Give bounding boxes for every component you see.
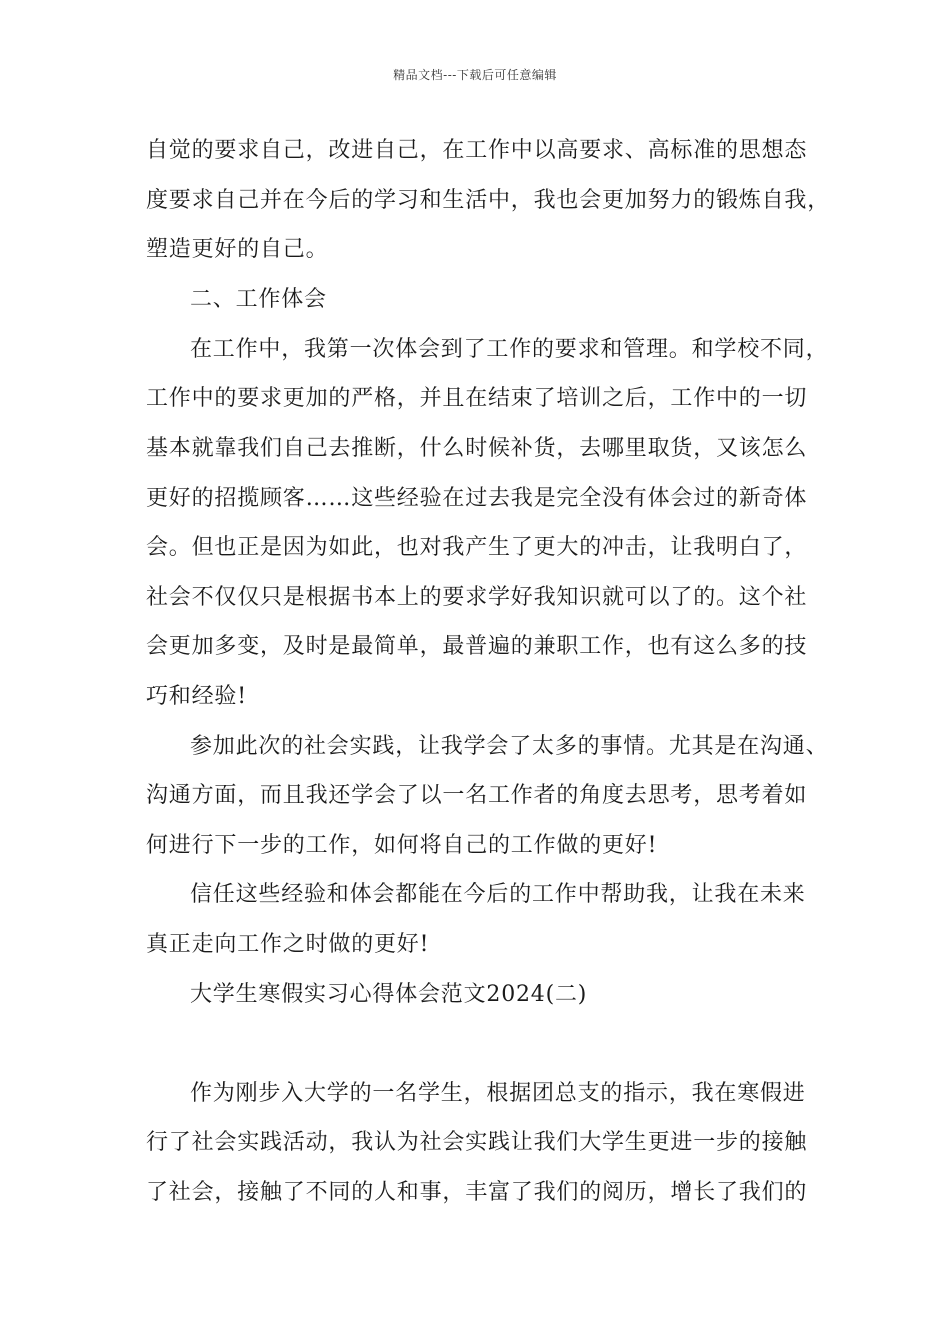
text-line: 自觉的要求自己，改进自己，在工作中以高要求、高标准的思想态: [146, 138, 808, 163]
text-line: 信任这些经验和体会都能在今后的工作中帮助我，让我在未来: [190, 882, 806, 907]
text-line: 社会不仅仅只是根据书本上的要求学好我知识就可以了的。这个社: [146, 585, 808, 610]
text-line: 基本就靠我们自己去推断，什么时候补货，去哪里取货，又该怎么: [146, 436, 808, 461]
text-line: 了社会，接触了不同的人和事，丰富了我们的阅历，增长了我们的: [146, 1180, 808, 1205]
text-line: 会。但也正是因为如此，也对我产生了更大的冲击，让我明白了，: [146, 535, 808, 560]
text-line: 塑造更好的自己。: [146, 237, 329, 262]
page-header: 精品文档---下载后可任意编辑: [393, 68, 557, 82]
text-line: 在工作中，我第一次体会到了工作的要求和管理。和学校不同，: [190, 337, 829, 362]
text-line: 巧和经验!: [146, 684, 247, 709]
text-line: 更好的招揽顾客……这些经验在过去我是完全没有体会过的新奇体: [146, 486, 808, 511]
text-line: 工作中的要求更加的严格，并且在结束了培训之后，工作中的一切: [146, 386, 808, 411]
text-line: 作为刚步入大学的一名学生，根据团总支的指示，我在寒假进: [190, 1081, 806, 1106]
text-line: 度要求自己并在今后的学习和生活中，我也会更加努力的锻炼自我，: [146, 188, 831, 213]
text-line: 真正走向工作之时做的更好!: [146, 932, 430, 957]
section-heading: 二、工作体会: [190, 287, 327, 312]
text-line: 沟通方面，而且我还学会了以一名工作者的角度去思考，思考着如: [146, 783, 808, 808]
text-line: 会更加多变，及时是最简单，最普遍的兼职工作，也有这么多的技: [146, 634, 808, 659]
text-line: 行了社会实践活动，我认为社会实践让我们大学生更进一步的接触: [146, 1130, 808, 1155]
text-line: 参加此次的社会实践，让我学会了太多的事情。尤其是在沟通、: [190, 734, 829, 759]
text-line: 何进行下一步的工作，如何将自己的工作做的更好!: [146, 833, 658, 858]
article-title: 大学生寒假实习心得体会范文2024(二): [190, 982, 588, 1007]
